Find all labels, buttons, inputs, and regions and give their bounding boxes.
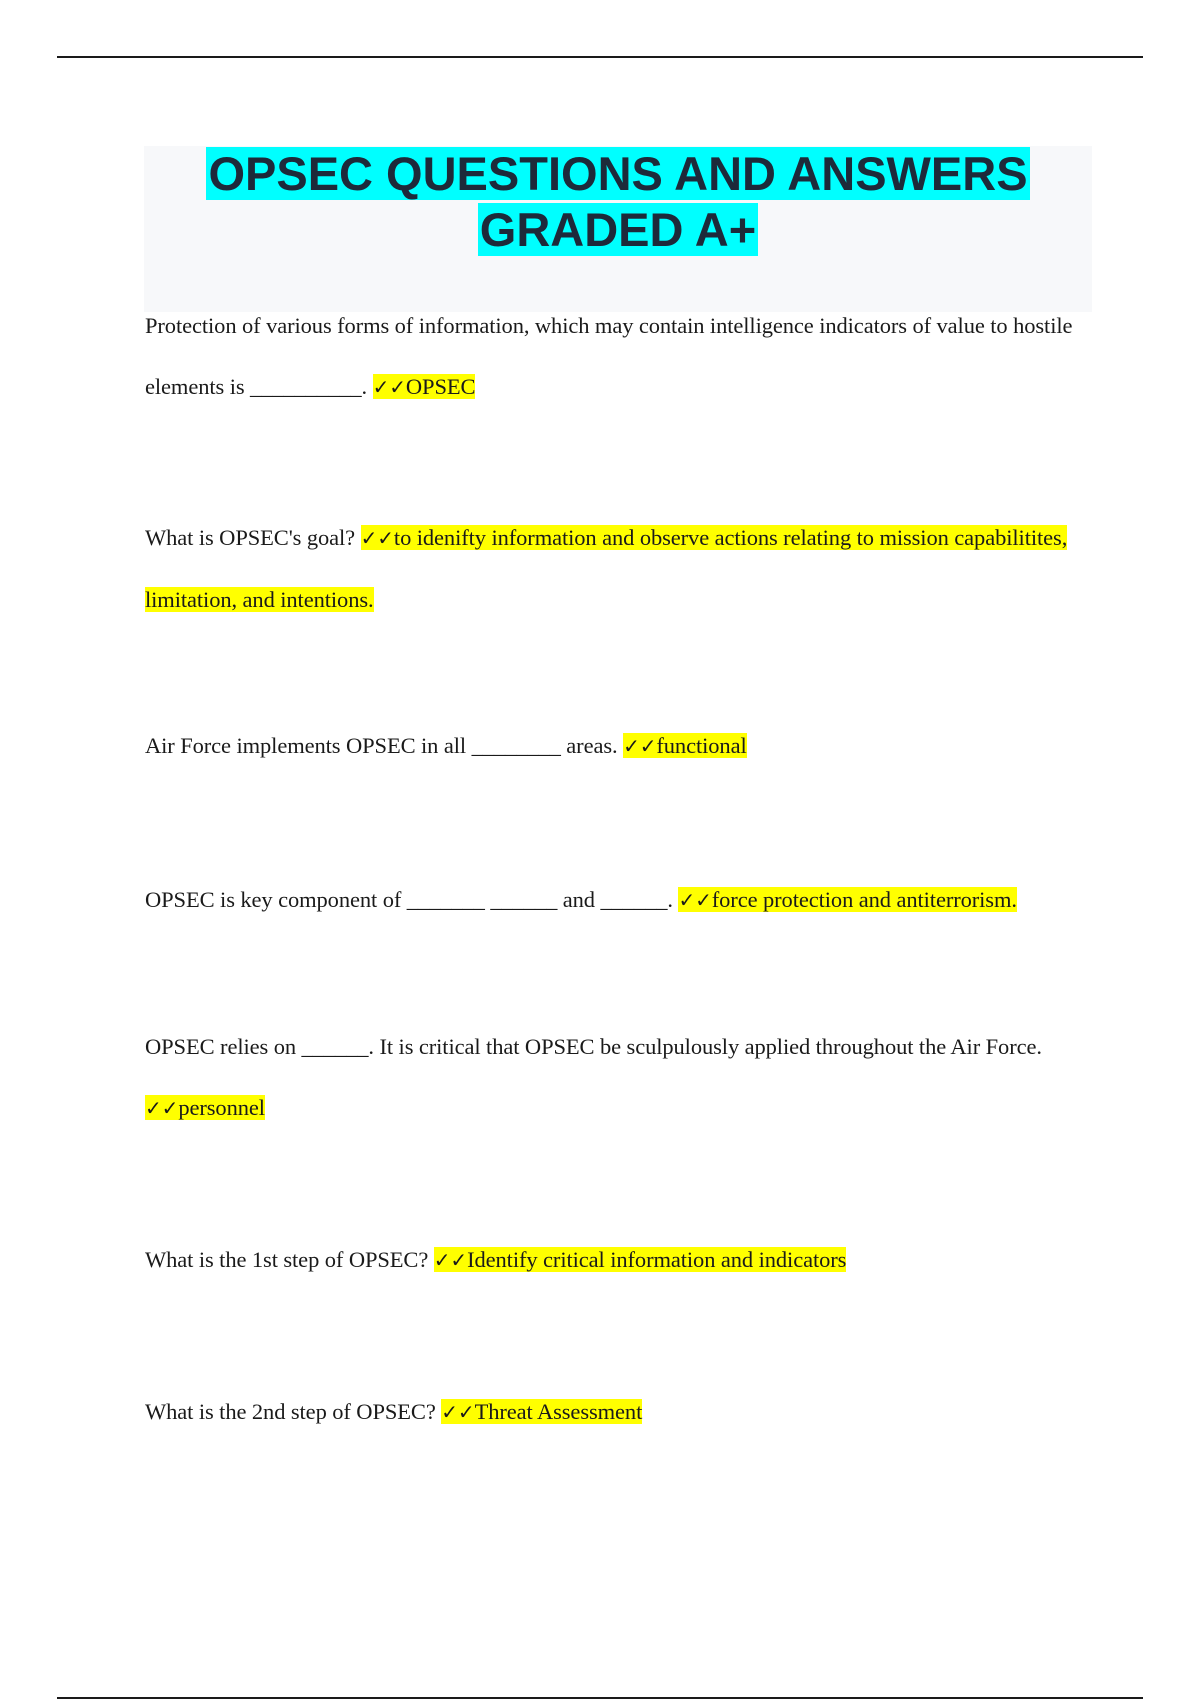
footer-rule (57, 1697, 1143, 1699)
question-text: What is the 1st step of OPSEC? (145, 1247, 434, 1272)
title-line-1: OPSEC QUESTIONS AND ANSWERS (208, 147, 1028, 200)
answer-text: force protection and antiterrorism. (711, 887, 1017, 912)
qa-item-5 (145, 1016, 1095, 1139)
checkmark-icon: ✓✓ (441, 1400, 475, 1424)
qa-item-3 (145, 715, 1095, 777)
answer-text: Identify critical information and indicators (467, 1247, 847, 1272)
qa-item-4 (145, 869, 1095, 931)
answer-text: OPSEC (405, 374, 476, 399)
answer-highlight (441, 1399, 642, 1424)
answer-highlight (373, 374, 476, 399)
document-title (144, 146, 1092, 258)
qa-item-6 (145, 1229, 1095, 1291)
checkmark-icon: ✓✓ (372, 375, 406, 399)
title-block (144, 146, 1092, 312)
checkmark-icon: ✓✓ (145, 1096, 179, 1120)
qa-item-2 (145, 507, 1095, 630)
answer-highlight (145, 1095, 265, 1120)
answer-text: to idenifty information and observe actions relating to mission capabilitites, limitation, and intentions. (145, 525, 1068, 612)
title-line-2: GRADED A+ (479, 203, 757, 256)
answer-text: personnel (178, 1095, 265, 1120)
answer-highlight (434, 1247, 847, 1272)
header-rule (57, 56, 1143, 58)
answer-text: Threat Assessment (474, 1399, 643, 1424)
qa-item-1 (145, 295, 1095, 418)
checkmark-icon: ✓✓ (360, 526, 394, 550)
question-text: Protection of various forms of information, which may contain intelligence indicators of value to hostile elements is __________. (145, 313, 1073, 399)
qa-item-7 (145, 1381, 1095, 1443)
question-text: What is the 2nd step of OPSEC? (145, 1399, 442, 1424)
checkmark-icon: ✓✓ (623, 734, 657, 758)
answer-highlight (678, 887, 1016, 912)
question-text: OPSEC relies on ______. It is critical that OPSEC be sculpulously applied throughout the Air Force. (145, 1034, 1042, 1059)
question-text: Air Force implements OPSEC in all ________ areas. (145, 733, 624, 758)
answer-highlight (623, 733, 747, 758)
answer-text: functional (656, 733, 747, 758)
question-text: OPSEC is key component of _______ ______ and ______. (145, 887, 679, 912)
question-text: What is OPSEC's goal? (145, 525, 361, 550)
checkmark-icon: ✓✓ (433, 1248, 468, 1272)
checkmark-icon: ✓✓ (678, 888, 712, 912)
